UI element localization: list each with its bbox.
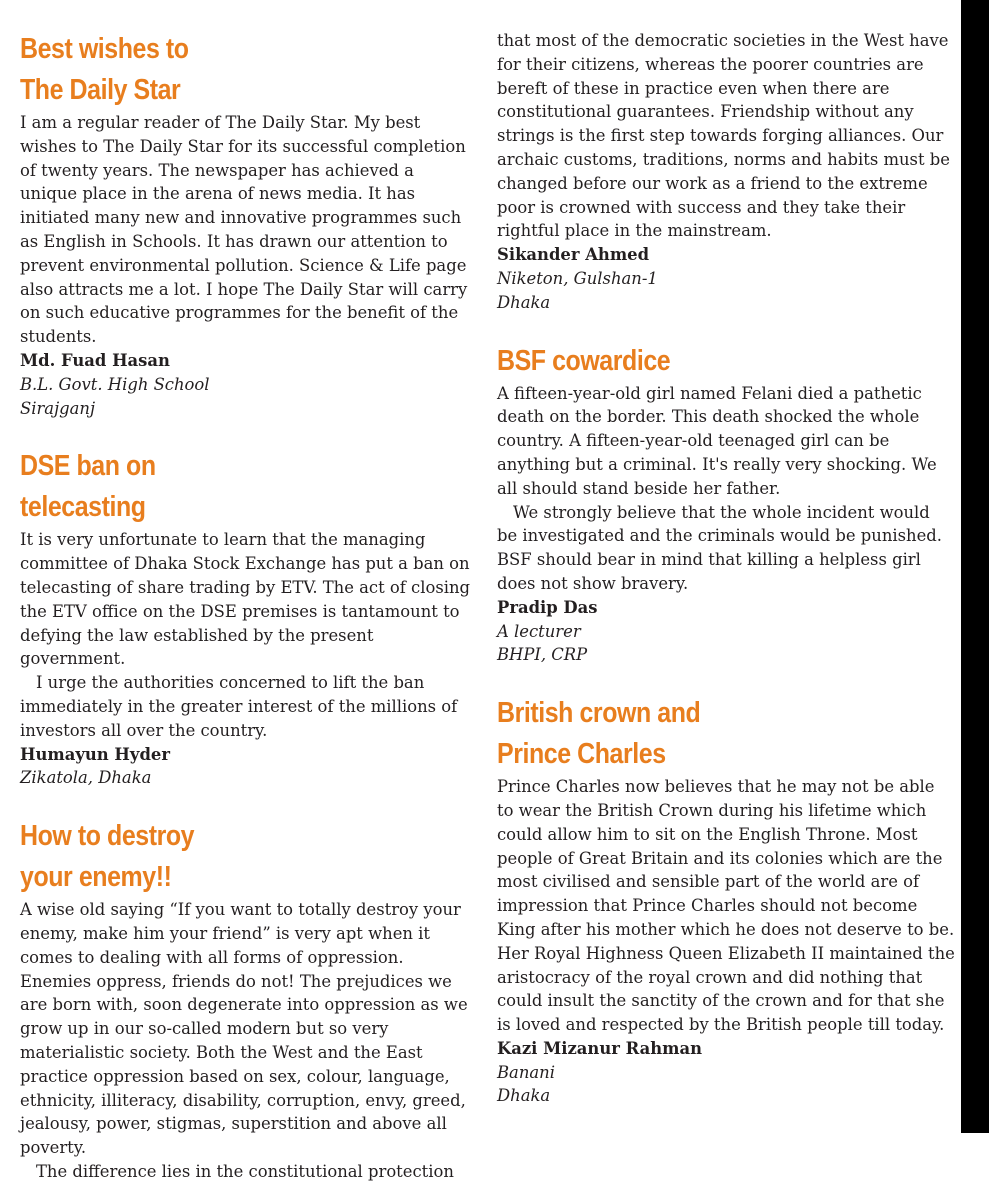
author-affiliation: Banani xyxy=(497,1062,555,1082)
page-edge xyxy=(961,0,989,1133)
headline-daily-star-line1: Best wishes to xyxy=(20,33,189,65)
letter-destroy-enemy xyxy=(20,816,475,1184)
letter-destroy-enemy-continued xyxy=(497,29,955,315)
right-column xyxy=(497,0,955,1108)
letter-body: I am a regular reader of The Daily Star. My best wishes to The Daily Star for its successful completion of twenty years. The newspaper has achieved a unique place in the arena of news media. It has initiated many new and innovative programmes such as English in Schools. It has drawn our attention to prevent environmental pollution. Science & Life page also attracts me a lot. I hope The Daily Star will carry on such educative programmes for the benefit of the students. xyxy=(20,113,468,347)
author-name: Kazi Mizanur Rahman xyxy=(497,1038,702,1058)
headline-dse-line1: DSE ban on xyxy=(20,450,156,483)
headline-dse-line2: telecasting xyxy=(20,491,146,524)
headline-daily-star-line2: The Daily Star xyxy=(20,74,181,106)
author-name: Md. Fuad Hasan xyxy=(20,350,170,370)
letter-paragraph-2: We strongly believe that the whole incident would be investigated and the criminals would be punished. BSF should bear in mind that killing a helpless girl does not show bravery. xyxy=(497,502,942,593)
letter-paragraph-2-start: The difference lies in the constitutional protection xyxy=(36,1161,454,1181)
author-location: Dhaka xyxy=(497,1086,551,1106)
author-name: Pradip Das xyxy=(497,597,598,617)
letter-paragraph-2: I urge the authorities concerned to lift the ban immediately in the greater interest of the millions of investors all over the country. xyxy=(20,673,458,740)
letter-body: Prince Charles now believes that he may not be able to wear the British Crown during his lifetime which could allow him to sit on the English Throne. Most people of Great Britain and its colonies which are the most civilised and sensible part of the world are of impression that Prince Charles should not become King after his mother which he does not deserve to be. Her Royal Highness Queen Elizabeth II maintained the aristocracy of the royal crown and did nothing that could insult the sanctity of the crown and for that she is loved and respected by the British people till today. xyxy=(497,777,955,1035)
author-affiliation: B.L. Govt. High School xyxy=(20,374,210,394)
headline-crown-line2: Prince Charles xyxy=(497,738,666,771)
letter-british-crown xyxy=(497,693,955,1108)
letter-bsf-cowardice xyxy=(497,341,955,668)
headline-enemy-line2: your enemy!! xyxy=(20,861,172,894)
author-location: BHPI, CRP xyxy=(497,645,588,665)
left-column xyxy=(20,0,475,1184)
headline-enemy-line1: How to destroy xyxy=(20,820,195,853)
author-name: Sikander Ahmed xyxy=(497,245,650,265)
letter-paragraph-1: A wise old saying “If you want to totally destroy your enemy, make him your friend” is very apt when it comes to dealing with all forms of oppression. Enemies oppress, friends do not! The prejudices we are born with, soon degenerate into oppression as we grow up in our so-called modern but so very materialistic society. Both the West and the East practice oppression based on sex, colour, language, ethnicity, illiteracy, disability, corruption, envy, greed, jealousy, power, stigmas, superstition and above all poverty. xyxy=(20,900,468,1158)
letter-paragraph-1: A fifteen-year-old girl named Felani died a pathetic death on the border. This death shocked the whole country. A fifteen-year-old teenaged girl can be anything but a criminal. It's really very shocking. We all should stand beside her father. xyxy=(497,383,937,498)
headline-crown-line1: British crown and xyxy=(497,697,701,730)
author-affiliation: A lecturer xyxy=(497,621,581,641)
author-name: Humayun Hyder xyxy=(20,744,170,764)
author-location: Dhaka xyxy=(497,292,551,312)
author-affiliation: Niketon, Gulshan-1 xyxy=(497,268,658,288)
letter-paragraph-2-continued: that most of the democratic societies in the West have for their citizens, whereas the poorer countries are bereft of these in practice even when there are constitutional guarantees. Friendship without any strings is the first step towards forging alliances. Our archaic customs, traditions, norms and habits must be changed before our work as a friend to the extreme poor is crowned with success and they take their rightful place in the mainstream. xyxy=(497,31,950,241)
letter-paragraph-1: It is very unfortunate to learn that the managing committee of Dhaka Stock Exchange has put a ban on telecasting of share trading by ETV. The act of closing the ETV office on the DSE premises is tantamount to defying the law established by the present government. xyxy=(20,530,471,669)
letter-daily-star xyxy=(20,29,475,420)
author-location: Zikatola, Dhaka xyxy=(20,768,152,788)
headline-bsf: BSF cowardice xyxy=(497,344,671,377)
author-location: Sirajganj xyxy=(20,398,96,418)
letter-dse-ban xyxy=(20,446,475,790)
